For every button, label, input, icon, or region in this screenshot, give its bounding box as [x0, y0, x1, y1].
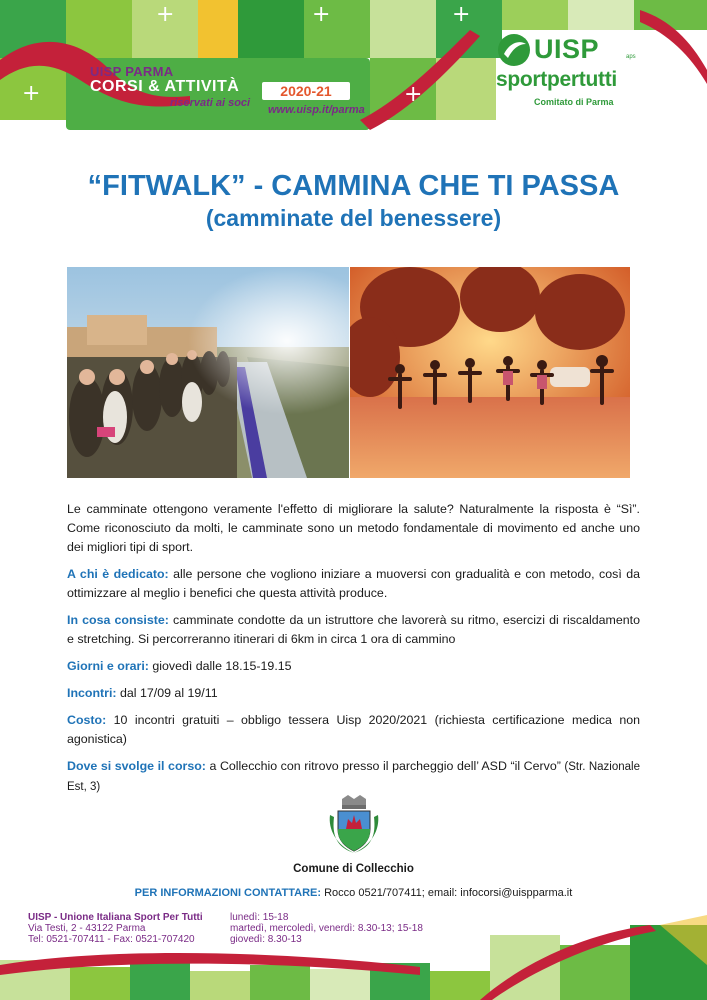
footer-org: UISP - Unione Italiana Sport Per Tutti	[28, 912, 203, 923]
uisp-emblem-icon	[496, 32, 532, 68]
dove-address: (Str. Nazionale Est, 3)	[67, 761, 640, 793]
collecchio-crest-icon	[326, 795, 382, 855]
orari-text: giovedì dalle 18.15-19.15	[148, 659, 292, 673]
costo-label: Costo:	[67, 713, 107, 727]
info-contact-line	[0, 887, 707, 899]
header-banner	[0, 0, 707, 140]
incontri-label: Incontri:	[67, 686, 117, 700]
consiste-label: In cosa consiste:	[67, 613, 169, 627]
footer-hours-line: martedì, mercoledì, venerdì: 8.30-13; 15-18	[230, 923, 423, 934]
courses-banner	[90, 64, 380, 124]
uisp-logo	[494, 30, 634, 120]
plus-icon: +	[452, 2, 471, 27]
plus-icon: +	[404, 82, 423, 107]
banner-line2: CORSI & ATTIVITÀ	[90, 78, 240, 95]
walking-group-photo	[67, 267, 349, 478]
course-description	[67, 500, 640, 805]
footer-phones: Tel: 0521-707411 - Fax: 0521-707420	[28, 934, 195, 945]
dove-section	[67, 757, 640, 797]
uisp-aps: aps	[626, 54, 636, 60]
banner-line3: riservati ai soci	[170, 97, 251, 109]
uisp-tagline: sportpertutti	[496, 68, 617, 91]
page-subtitle: (camminate del benessere)	[205, 205, 502, 231]
plus-icon: +	[22, 81, 41, 106]
footer-hours-line: lunedì: 15-18	[230, 912, 289, 923]
consiste-section	[67, 611, 640, 649]
target-label: A chi è dedicato:	[67, 567, 169, 581]
target-section	[67, 565, 640, 603]
intro-paragraph: Le camminate ottengono veramente l'effetto di migliorare la salute? Naturalmente la risposta è “Sì”. Come riconosciuto da molti, le camminate sono un metodo fondamentale di movimento ed anche uno dei migliori tipi di sport.	[67, 502, 640, 554]
footer-contacts	[28, 912, 203, 945]
footer-address: Via Testi, 2 - 43122 Parma	[28, 923, 146, 934]
incontri-section	[67, 684, 640, 703]
comune-label: Comune di Collecchio	[293, 863, 414, 875]
page-title: “FITWALK” - CAMMINA CHE TI PASSA	[87, 170, 620, 202]
plus-icon: +	[312, 2, 331, 27]
costo-section	[67, 711, 640, 749]
consiste-text: camminate condotte da un istruttore che lavorerà su ritmo, esercizi di riscaldamento e stretching. Si percorreranno itinerari di 6km in circa 1 ora di cammino	[67, 613, 640, 646]
footer-hours	[230, 912, 423, 945]
costo-text: 10 incontri gratuiti – obbligo tessera Uisp 2020/2021 (richiesta certificazione medica non agonistica)	[67, 713, 640, 746]
dove-label: Dove si svolge il corso:	[67, 759, 206, 773]
outdoor-exercise-photo	[350, 267, 630, 478]
footer-hours-line: giovedì: 8.30-13	[230, 934, 302, 945]
dove-text: a Collecchio con ritrovo presso il parcheggio dell’ ASD “il Cervo”	[205, 759, 565, 773]
orari-label: Giorni e orari:	[67, 659, 149, 673]
incontri-text: dal 17/09 al 19/11	[116, 686, 218, 700]
orari-section	[67, 657, 640, 676]
target-text: alle persone che vogliono iniziare a muoversi con gradualità e con metodo, così da ottimizzare al meglio i benefici che questa attività produce.	[67, 567, 640, 600]
banner-year: 2020-21	[262, 82, 350, 100]
plus-icon: +	[156, 2, 175, 27]
footer	[0, 905, 707, 1000]
banner-url: www.uisp.it/parma	[268, 104, 365, 116]
info-text: Rocco 0521/707411; email: infocorsi@uispparma.it	[321, 887, 573, 899]
info-label: PER INFORMAZIONI CONTATTARE:	[134, 887, 322, 899]
uisp-name: UISP	[534, 34, 600, 64]
uisp-comitato: Comitato di Parma	[534, 97, 614, 107]
banner-line1: UISP PARMA	[90, 64, 174, 79]
